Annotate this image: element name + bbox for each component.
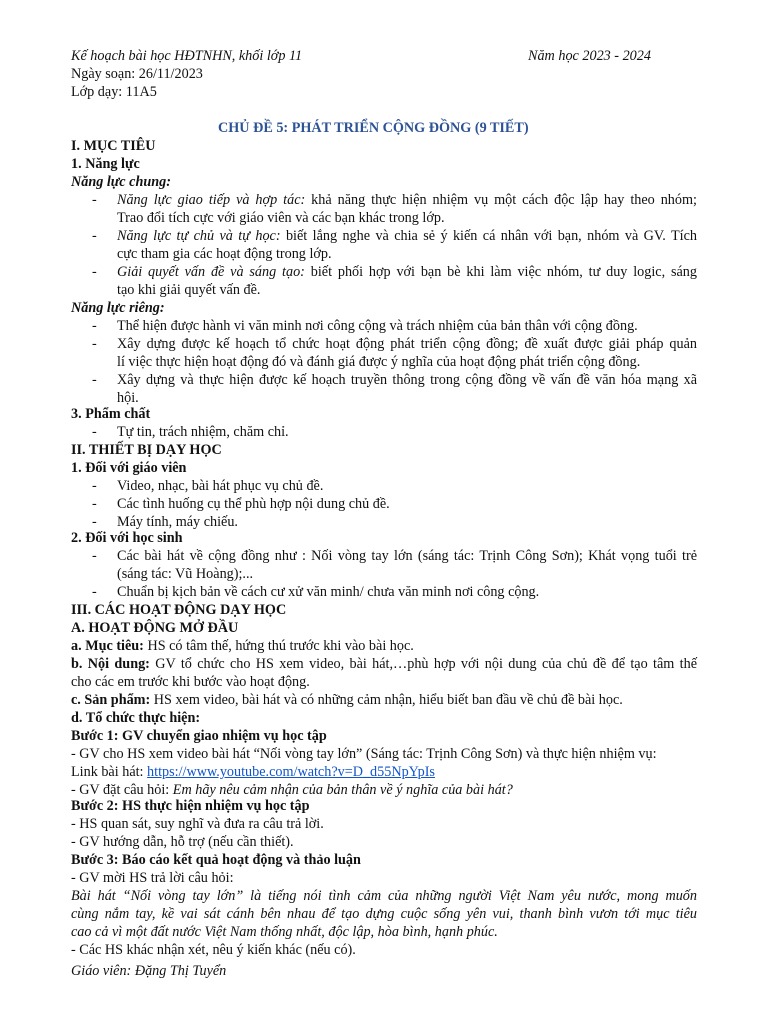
question-line: - GV đặt câu hỏi: Em hãy nêu cảm nhận của bản thân về ý nghĩa của bài hát? (71, 782, 513, 798)
list-item: Năng lực giao tiếp và hợp tác: khả năng thực hiện nhiệm vụ một cách độc lập hay theo nhóm; (117, 192, 697, 208)
class-info: Lớp dạy: 11A5 (71, 84, 157, 100)
list-item: Các bài hát về cộng đồng như : Nối vòng tay lớn (sáng tác: Trịnh Công Sơn); Khát vọng tuổi trẻ (117, 548, 697, 564)
specific-competence-label: Năng lực riêng: (71, 300, 165, 316)
list-item: Giải quyết vấn đề và sáng tạo: biết phối hợp với bạn bè khi làm việc nhóm, tư duy logic, sáng (117, 264, 697, 280)
list-item: Xây dựng và thực hiện được kế hoạch truyền thông trong cộng đồng về vấn đề văn hóa mạng xã (117, 372, 697, 388)
list-item-cont: hội. (117, 390, 139, 406)
bullet-dash: - (92, 264, 97, 280)
plan-title: Kế hoạch bài học HĐTNHN, khối lớp 11 (71, 48, 303, 64)
bullet-dash: - (92, 548, 97, 564)
step-1-line: - GV cho HS xem video bài hát “Nối vòng tay lớn” (Sáng tác: Trịnh Công Sơn) và thực hiện nhiệm vụ: (71, 746, 657, 762)
objective-line: a. Mục tiêu: HS có tâm thế, hứng thú trước khi vào bài học. (71, 638, 414, 654)
answer-text: cao cả vì một đất nước Việt Nam thống nhất, độc lập, hòa bình, hạnh phúc. (71, 924, 498, 940)
topic-title: CHỦ ĐỀ 5: PHÁT TRIỂN CỘNG ĐỒNG (9 TIẾT) (218, 120, 529, 136)
bullet-dash: - (92, 478, 97, 494)
list-item: Máy tính, máy chiếu. (117, 514, 238, 530)
bullet-dash: - (92, 584, 97, 600)
step-3-heading: Bước 3: Báo cáo kết quả hoạt động và thảo luận (71, 852, 361, 868)
subsection-teacher: 1. Đối với giáo viên (71, 460, 187, 476)
bullet-dash: - (92, 192, 97, 208)
teacher-footer: Giáo viên: Đặng Thị Tuyển (71, 963, 227, 979)
list-item: Video, nhạc, bài hát phục vụ chủ đề. (117, 478, 324, 494)
section-2-heading: II. THIẾT BỊ DẠY HỌC (71, 442, 222, 458)
bullet-dash: - (92, 228, 97, 244)
list-item-cont: lí việc thực hiện hoạt động đó và đánh giá được ý nghĩa của hoạt động phát triển cộng đồng. (117, 354, 641, 370)
step-3-line: - Các HS khác nhận xét, nêu ý kiến khác (nếu có). (71, 942, 356, 958)
list-item: Các tình huống cụ thể phù hợp nội dung chủ đề. (117, 496, 390, 512)
list-item-cont: Trao đổi tích cực với giáo viên và các bạn khác trong lớp. (117, 210, 445, 226)
list-item: Thể hiện được hành vi văn minh nơi công cộng và trách nhiệm của bản thân với cộng đồng. (117, 318, 638, 334)
school-year: Năm học 2023 - 2024 (528, 48, 651, 64)
list-item-cont: (sáng tác: Vũ Hoàng);... (117, 566, 254, 582)
list-item: Năng lực tự chủ và tự học: biết lắng nghe và chia sẻ ý kiến cá nhân với bạn, nhóm và GV. Tích (117, 228, 697, 244)
step-2-line: - GV hướng dẫn, hỗ trợ (nếu cần thiết). (71, 834, 294, 850)
organization-label: d. Tổ chức thực hiện: (71, 710, 201, 726)
song-link-line: Link bài hát: https://www.youtube.com/watch?v=D_d55NpYpIs (71, 764, 435, 780)
step-1-heading: Bước 1: GV chuyển giao nhiệm vụ học tập (71, 728, 327, 744)
general-competence-label: Năng lực chung: (71, 174, 171, 190)
content-line: b. Nội dung: GV tổ chức cho HS xem video, bài hát,…phù hợp với nội dung của chủ đề để tạo tâm thế (71, 656, 697, 672)
subsection-student: 2. Đối với học sinh (71, 530, 183, 546)
bullet-dash: - (92, 496, 97, 512)
step-3-line: - GV mời HS trả lời câu hỏi: (71, 870, 234, 886)
content-line-cont: cho các em trước khi bước vào hoạt động. (71, 674, 310, 690)
list-item: Tự tin, trách nhiệm, chăm chỉ. (117, 424, 289, 440)
bullet-dash: - (92, 424, 97, 440)
list-item: Xây dựng được kế hoạch tổ chức hoạt động phát triển cộng đồng; đề xuất được giải pháp quản (117, 336, 697, 352)
list-item-cont: cực tham gia các hoạt động trong lớp. (117, 246, 332, 262)
product-line: c. Sản phẩm: HS xem video, bài hát và có những cảm nhận, hiểu biết ban đầu về chủ đề bài học. (71, 692, 623, 708)
activity-a-heading: A. HOẠT ĐỘNG MỞ ĐẦU (71, 620, 239, 636)
bullet-dash: - (92, 372, 97, 388)
song-link[interactable]: https://www.youtube.com/watch?v=D_d55NpYpIs (147, 764, 435, 780)
bullet-dash: - (92, 318, 97, 334)
subsection-nang-luc: 1. Năng lực (71, 156, 140, 172)
answer-text: Bài hát “Nối vòng tay lớn” là tiếng nói tình cảm của những người Việt Nam yêu nước, mong muốn (71, 888, 697, 904)
subsection-pham-chat: 3. Phẩm chất (71, 406, 151, 422)
prep-date: Ngày soạn: 26/11/2023 (71, 66, 203, 82)
section-3-heading: III. CÁC HOẠT ĐỘNG DẠY HỌC (71, 602, 287, 618)
step-2-heading: Bước 2: HS thực hiện nhiệm vụ học tập (71, 798, 310, 814)
answer-text: cùng nắm tay, kề vai sát cánh bên nhau để tạo dựng cuộc sống yên vui, thanh bình vươn tới mục tiêu (71, 906, 697, 922)
list-item: Chuẩn bị kịch bản về cách cư xử văn minh/ chưa văn minh nơi công cộng. (117, 584, 540, 600)
bullet-dash: - (92, 336, 97, 352)
step-2-line: - HS quan sát, suy nghĩ và đưa ra câu trả lời. (71, 816, 324, 832)
section-1-heading: I. MỤC TIÊU (71, 138, 156, 154)
list-item-cont: tạo khi giải quyết vấn đề. (117, 282, 261, 298)
bullet-dash: - (92, 514, 97, 530)
